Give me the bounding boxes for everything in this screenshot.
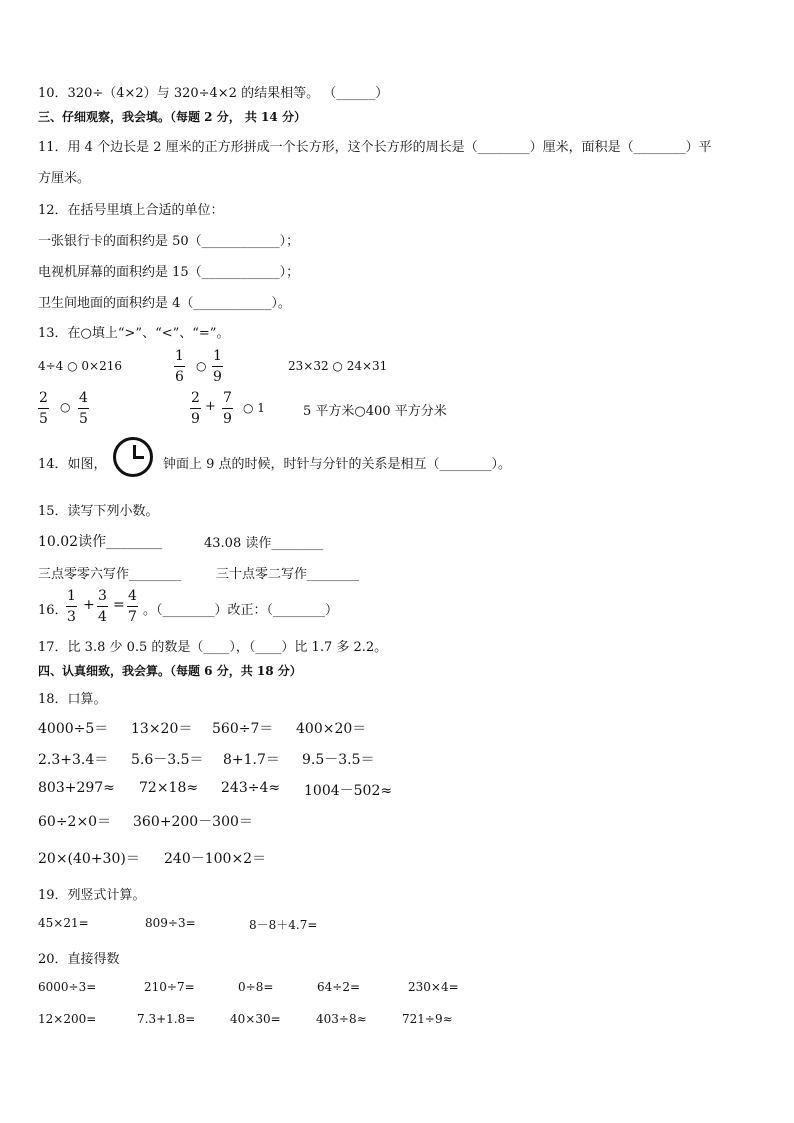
question-12-a: 一张银行卡的面积约是 50（____________）； [38, 234, 300, 249]
plus-sign: + [83, 597, 95, 613]
fraction [66, 588, 77, 625]
calc-item: 243÷4≈ [221, 780, 281, 796]
fraction-denominator: 9 [191, 411, 200, 427]
compare-circle: ○ [196, 359, 207, 373]
calc-item: 45×21= [38, 916, 89, 930]
fraction-bar [174, 366, 185, 367]
calc-item: 403÷8≈ [316, 1012, 367, 1026]
calc-item: 230×4= [408, 980, 459, 994]
calc-item: 2.3+3.4＝ [38, 752, 109, 768]
calc-item: 6000÷3= [38, 980, 97, 994]
fraction-bar [190, 408, 201, 409]
fraction [190, 390, 201, 427]
calc-item: 400×20＝ [296, 721, 367, 737]
clock-minute-hand [133, 456, 144, 459]
question-16-prefix: 16． [38, 603, 68, 618]
calc-item: 240－100×2＝ [164, 851, 267, 867]
calc-item: 4000÷5＝ [38, 721, 109, 737]
fraction [212, 348, 223, 385]
fraction-numerator: 7 [223, 390, 232, 406]
calc-item: 7.3+1.8= [137, 1012, 196, 1026]
calc-item: 560÷7＝ [212, 721, 274, 737]
question-13-f: 5 平方米○400 平方分米 [303, 404, 447, 419]
compare-circle: ○ [60, 400, 71, 414]
fraction-denominator: 9 [223, 411, 232, 427]
fraction-numerator: 2 [191, 390, 200, 406]
calc-item: 210÷7= [144, 980, 195, 994]
equals-sign: = [113, 597, 125, 613]
calc-item: 0÷8= [238, 980, 274, 994]
clock-icon [113, 437, 153, 477]
question-20: 20．直接得数 [38, 952, 120, 967]
plus-sign: + [205, 399, 216, 414]
question-15-b: 43.08 读作________ [204, 536, 324, 551]
question-15: 15．读写下列小数。 [38, 504, 159, 519]
question-11-line1: 11．用 4 个边长是 2 厘米的正方形拼成一个长方形，这个长方形的周长是（________）厘米，面积是（________）平 [38, 140, 712, 155]
fraction [78, 390, 89, 427]
fraction-bar [78, 408, 89, 409]
question-15-a: 10.02读作________ [38, 534, 163, 550]
section-4-heading: 四、认真细致，我会算。（每题 6 分，共 18 分） [38, 664, 302, 678]
question-15-d: 三十点零二写作________ [216, 567, 360, 582]
fraction-bar [222, 408, 233, 409]
fraction-numerator: 1 [213, 348, 222, 364]
question-13: 13．在○填上“>”、“<”、“=”。 [38, 326, 230, 341]
calc-item: 9.5－3.5＝ [302, 752, 375, 768]
calc-item: 1004－502≈ [304, 783, 393, 799]
fraction-denominator: 3 [67, 609, 76, 625]
fraction-numerator: 4 [79, 390, 88, 406]
calc-item: 60÷2×0＝ [38, 814, 112, 830]
question-10: 10．320÷（4×2）与 320÷4×2 的结果相等。 （______） [38, 86, 389, 101]
calc-item: 803+297≈ [38, 780, 115, 796]
question-19: 19．列竖式计算。 [38, 888, 146, 903]
question-17: 17．比 3.8 少 0.5 的数是（____），（____）比 1.7 多 2.2。 [38, 640, 388, 655]
fraction-denominator: 4 [98, 609, 107, 625]
fraction-bar [212, 366, 223, 367]
fraction-denominator: 6 [175, 369, 184, 385]
question-11-line2: 方厘米。 [38, 171, 91, 186]
question-14-prefix: 14．如图， [38, 457, 107, 472]
fraction-denominator: 5 [79, 411, 88, 427]
fraction-bar [127, 606, 138, 607]
fraction [38, 390, 49, 427]
fraction [127, 588, 138, 625]
fraction-denominator: 5 [39, 411, 48, 427]
fraction-numerator: 4 [128, 588, 137, 604]
fraction-bar [66, 606, 77, 607]
fraction-numerator: 2 [39, 390, 48, 406]
question-13-e-tail: ○ 1 [243, 401, 265, 415]
question-16-text: 。（________）改正：（________） [143, 603, 339, 618]
calc-item: 809÷3= [145, 916, 196, 930]
calc-item: 72×18≈ [139, 780, 199, 796]
calc-item: 721÷9≈ [402, 1012, 453, 1026]
question-14-text: 钟面上 9 点的时候，时针与分针的关系是相互（________）。 [163, 457, 512, 472]
calc-item: 13×20＝ [131, 721, 193, 737]
question-15-c: 三点零零六写作________ [38, 567, 182, 582]
fraction-bar [97, 606, 108, 607]
fraction [97, 588, 108, 625]
fraction [174, 348, 185, 385]
question-13-a: 4÷4 ○ 0×216 [38, 359, 123, 373]
fraction-denominator: 9 [213, 369, 222, 385]
question-12-c: 卫生间地面的面积约是 4（____________）。 [38, 296, 291, 311]
fraction-denominator: 7 [128, 609, 137, 625]
fraction-numerator: 1 [175, 348, 184, 364]
question-13-c: 23×32 ○ 24×31 [288, 359, 388, 373]
calc-item: 5.6－3.5＝ [131, 752, 204, 768]
calc-item: 64÷2= [317, 980, 361, 994]
calc-item: 8+1.7＝ [223, 752, 280, 768]
question-18: 18．口算。 [38, 692, 107, 707]
calc-item: 360+200－300＝ [133, 814, 253, 830]
question-12-b: 电视机屏幕的面积约是 15（____________）； [38, 265, 300, 280]
fraction-numerator: 1 [67, 588, 76, 604]
fraction-numerator: 3 [98, 588, 107, 604]
calc-item: 12×200= [38, 1012, 97, 1026]
fraction-bar [38, 408, 49, 409]
fraction [222, 390, 233, 427]
question-12: 12．在括号里填上合适的单位： [38, 203, 224, 218]
calc-item: 8－8＋4.7= [249, 918, 318, 932]
calc-item: 40×30= [230, 1012, 281, 1026]
section-3-heading: 三、仔细观察，我会填。（每题 2 分， 共 14 分） [38, 110, 306, 124]
calc-item: 20×(40+30)＝ [38, 851, 140, 867]
